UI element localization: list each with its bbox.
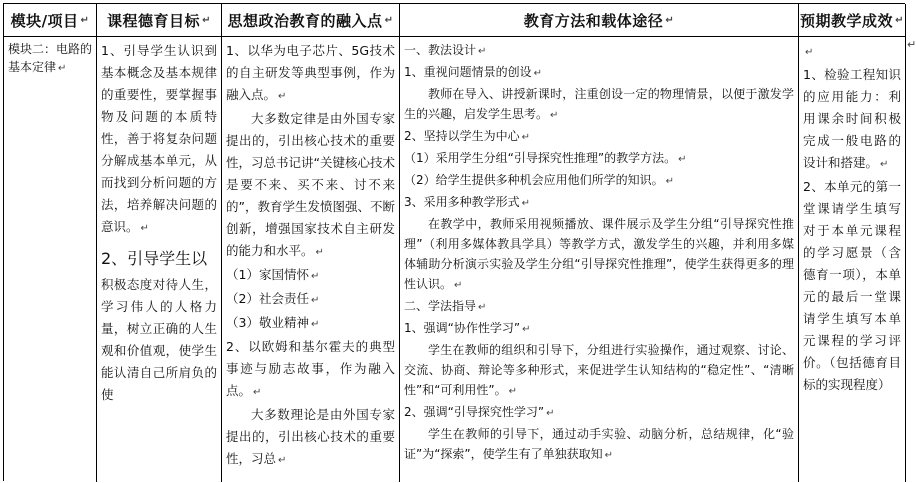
outcome-1: 1、检验工程知识的应用能力：利用课余时间积极完成一般电路的设计和搭建。 ↵ — [803, 67, 901, 170]
ideology-paragraph: 大多数定律是由外国专家提出的，引出核心技术的重要性，习总书记讲“关键核心技术是要不来、买不来、讨不来的”，教育学生发愤图强、不断创新，增强国家技术自主研发的能力和水平。 ↵ — [226, 111, 395, 258]
header-ideology-text: 思想政治教育的融入点 — [227, 11, 383, 30]
moral-goal-2-cont: 积极态度对待人生，学习伟人的人格力量，树立正确的人生观和价值观，使学生能认清自己所肩负的使 — [101, 277, 217, 402]
ideology-paragraph: 2、以欧姆和基尔霍夫的典型事迹与励志故事，作为融入点。 ↵ — [226, 339, 395, 398]
moral-goal-cell — [97, 37, 222, 482]
method-paragraph: 二、学法指导 ↵ — [404, 299, 487, 313]
method-paragraph: 1、重视问题情景的创设 ↵ — [404, 65, 543, 79]
header-module-text: 模块/项目 — [10, 11, 79, 30]
method-paragraph: （2）给学生提供多种机会应用他们所学的知识。 ↵ — [404, 173, 675, 187]
header-outcomes-text: 预期教学成效 — [800, 11, 894, 30]
ideology-paragraph: （1）家国情怀 ↵ — [226, 267, 320, 282]
module-cell — [4, 37, 97, 482]
method-paragraph: 2、坚持以学生为中心 ↵ — [404, 129, 531, 143]
method-paragraph: 学生在教师的组织和引导下，分组进行实验操作，通过观察、讨论、交流、协商、辩论等多种形式，来促进学生认知结构的“稳定性”、“清晰性”和“可利用性”。 ↵ — [404, 343, 794, 397]
moral-goal-1: 1、引导学生认识到基本概念及基本规律的重要性，要掌握事物及问题的本质特性，善于将复杂问题分解成基本单元，从而找到分析问题的方法，培养解决问题的意识。 ↵ — [101, 43, 217, 234]
row-end-mark: ↵ — [907, 38, 916, 51]
ideology-paragraph: （2）社会责任 ↵ — [226, 291, 320, 306]
moral-goal-2: 2、引导学生以 — [101, 249, 208, 268]
method-paragraph: 教师在导入、讲授新课时，注重创设一定的物理情景，以便于激发学生的兴趣，启发学生思考。 ↵ — [404, 87, 794, 121]
teaching-plan-table — [3, 3, 905, 481]
header-methods: 教育方法和载体途径 ↵ — [400, 4, 799, 37]
header-moral-goal-text: 课程德育目标 — [107, 11, 201, 30]
header-outcomes: 预期教学成效 ↵ — [799, 4, 906, 37]
ideology-cell — [222, 37, 400, 482]
header-methods-text: 教育方法和载体途径 — [523, 11, 664, 30]
outcome-2: 2、本单元的第一堂课请学生填写对于本单元课程的学习愿景（含德育一项），本单元的最后一堂课请学生填写本单元课程的学习评价。（包括德育目标的实现程度） — [803, 179, 901, 392]
methods-cell — [400, 37, 799, 482]
method-paragraph: 2、强调“引导探究性学习” ↵ — [404, 405, 555, 419]
outcomes-cell — [799, 37, 906, 482]
ideology-paragraph: 1、以华为电子芯片、5G技术的自主研发等典型事例，作为融入点。 ↵ — [226, 43, 395, 102]
outcome-blank: ↵ — [805, 47, 814, 58]
method-paragraph: （1）采用学生分组“引导探究性推理”的教学方法。 ↵ — [404, 151, 687, 165]
method-paragraph: 3、采用多种教学形式 ↵ — [404, 195, 531, 209]
method-paragraph: 学生在教师的引导下，通过动手实验、动脑分析，总结规律，化“验证”为“探索”，使学生有了单独获取知 ↵ — [404, 427, 794, 461]
method-paragraph: 一、教法设计 ↵ — [404, 43, 487, 57]
ideology-paragraph: （3）敬业精神 ↵ — [226, 315, 320, 330]
header-module: 模块/项目 ↵ — [4, 4, 97, 37]
header-ideology: 思想政治教育的融入点 ↵ — [222, 4, 400, 37]
ideology-paragraph: 大多数理论是由外国专家提出的，引出核心技术的重要性，习总 ↵ — [226, 407, 395, 466]
method-paragraph: 1、强调“协作性学习” ↵ — [404, 321, 531, 335]
method-paragraph: 在教学中，教师采用视频播放、课件展示及学生分组“引导探究性推理”（利用多媒体教具学具）等教学方式，激发学生的兴趣，并利用多媒体辅助分析演示实验及学生分组“引导探究性推理”，使学生获得更多的理性认识。 ↵ — [404, 217, 794, 291]
header-moral-goal: 课程德育目标 ↵ — [97, 4, 222, 37]
module-name: 模块二：电路的基本定律 ↵ — [8, 42, 93, 74]
